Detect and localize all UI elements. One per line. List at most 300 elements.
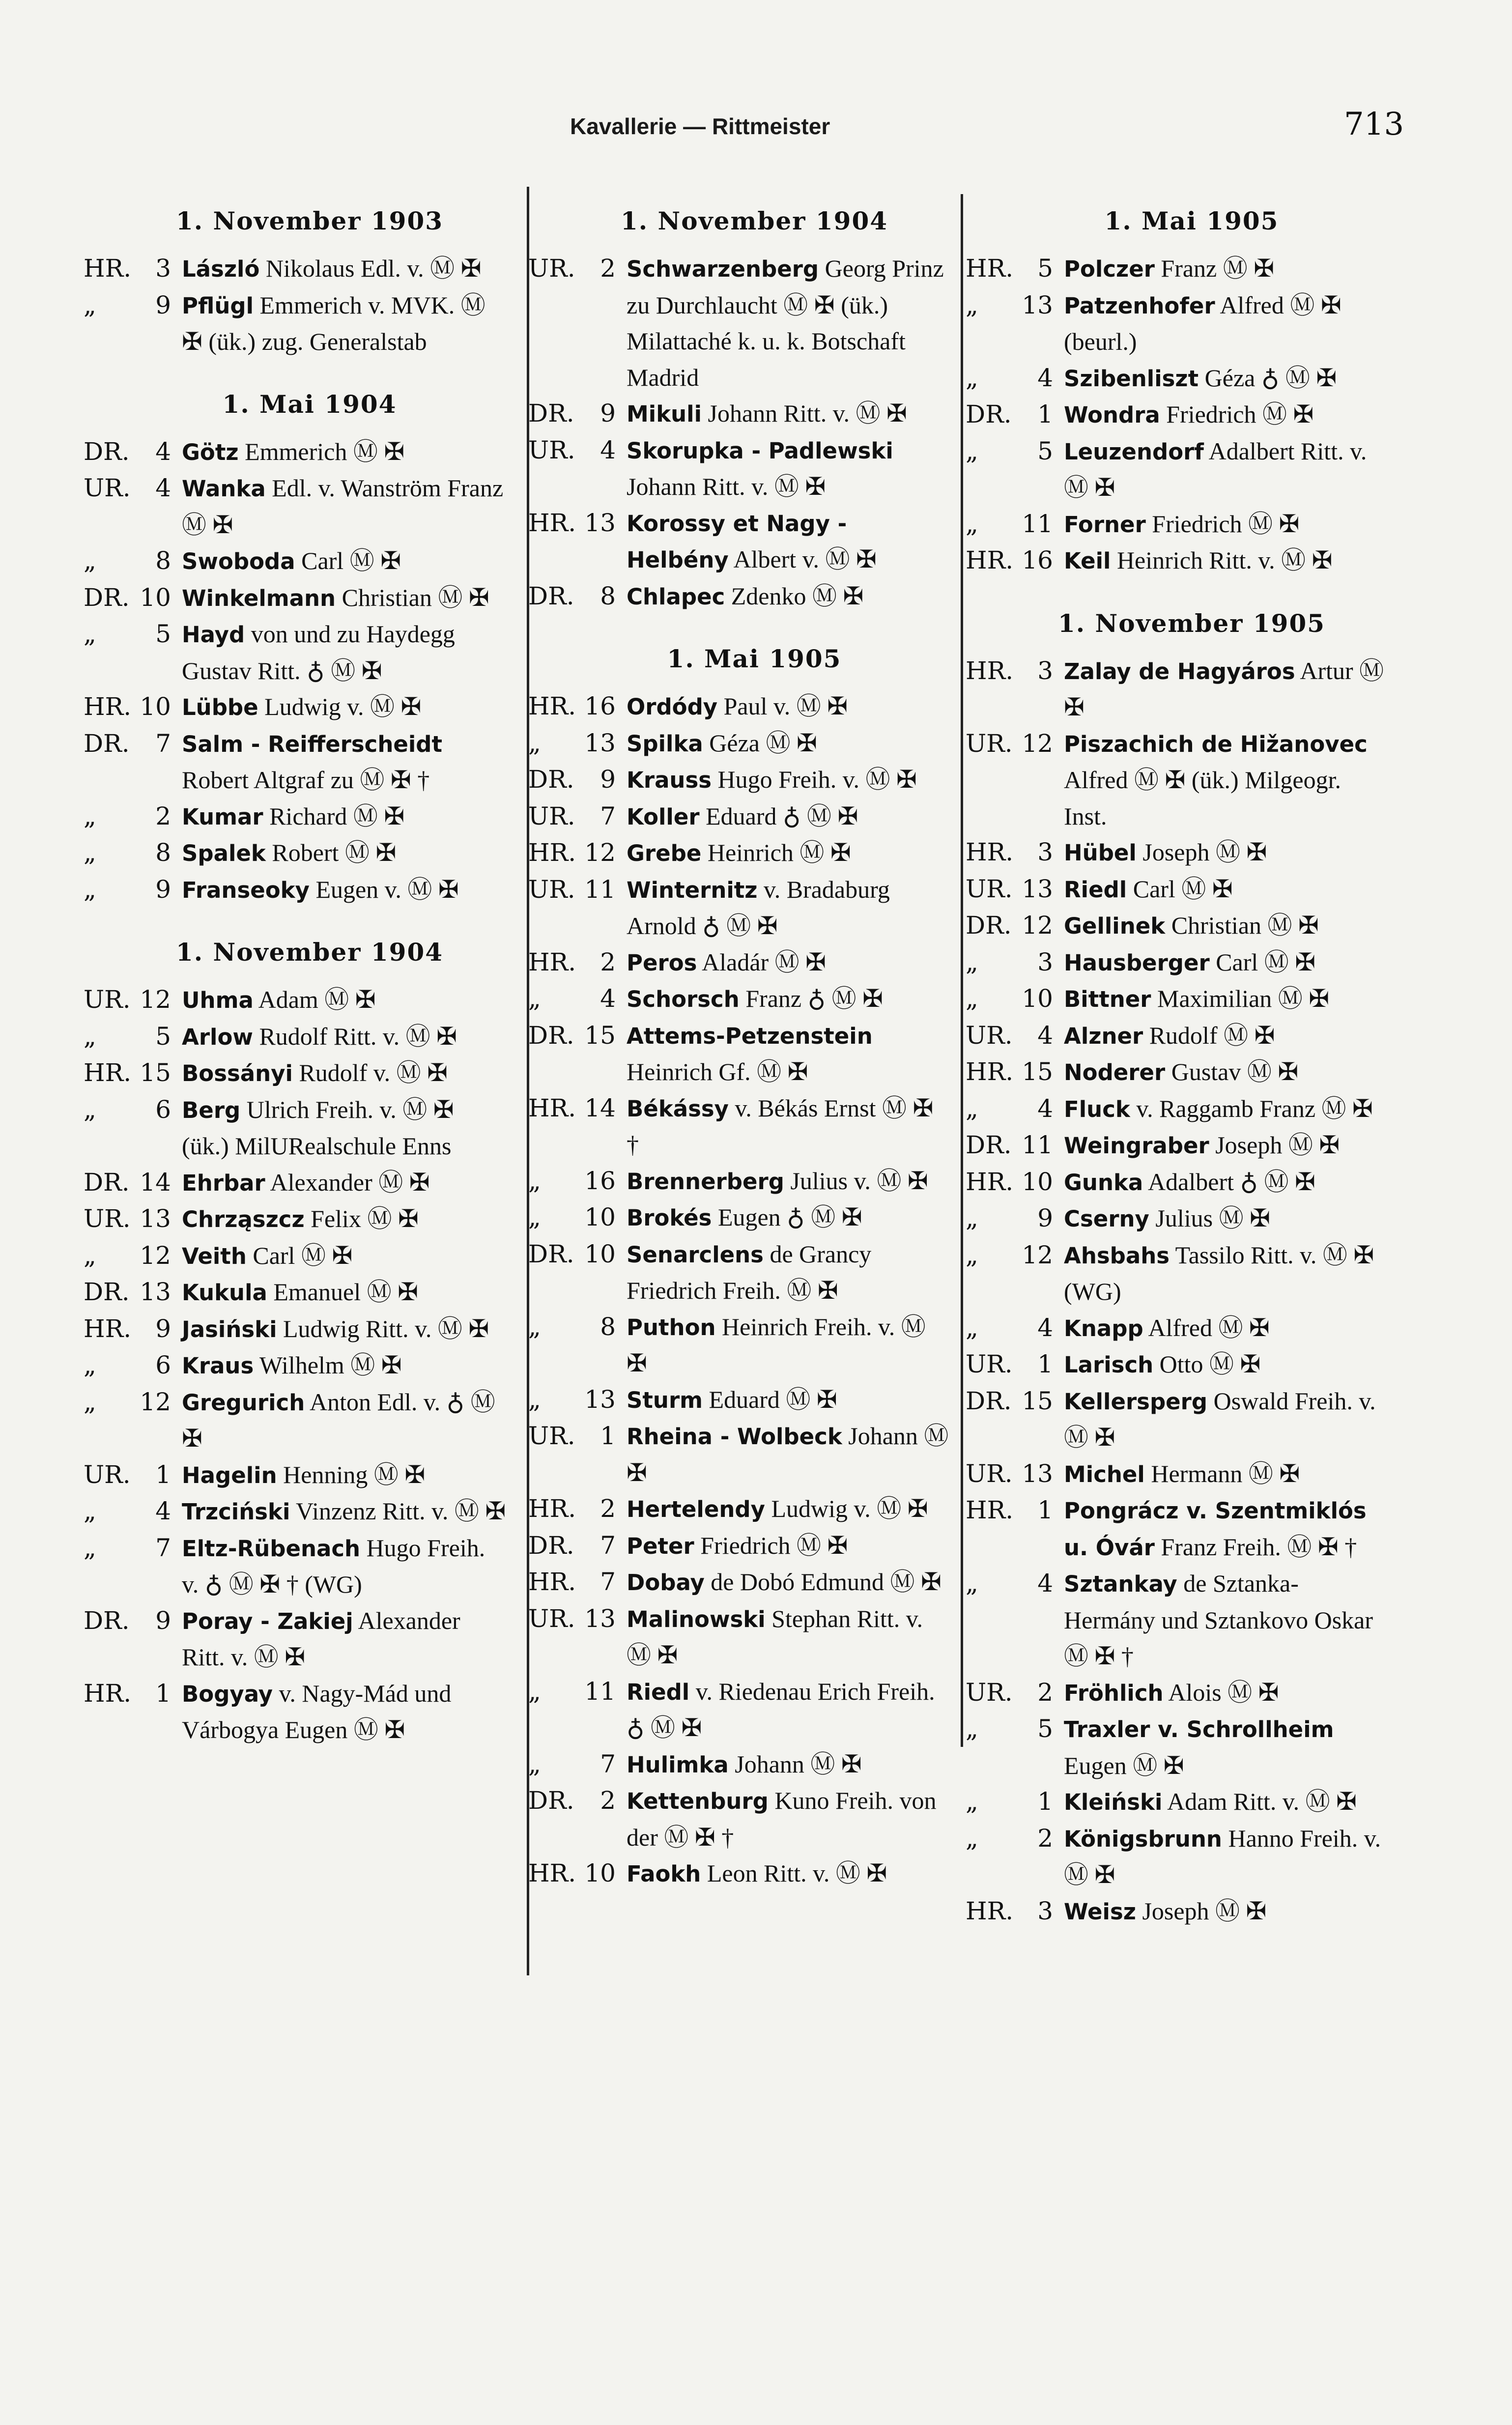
officer-entry: [84, 434, 516, 471]
officer-entry: [966, 287, 1398, 360]
regiment-type: UR.: [528, 1422, 575, 1450]
section-heading: 1. Mai 1904: [222, 389, 397, 419]
regiment-type: HR.: [84, 1314, 132, 1343]
surname: Berg: [182, 1097, 241, 1123]
regiment-number: 13: [1022, 874, 1053, 903]
officer-entry: [966, 360, 1398, 397]
officer-details: [1064, 1675, 1398, 1712]
officer-entry: [528, 1564, 961, 1601]
officer-details: [1064, 360, 1398, 397]
column-1: [84, 206, 516, 2265]
regiment-type: UR.: [528, 435, 575, 464]
regiment-number: 5: [1037, 1714, 1053, 1743]
officer-details: [627, 1601, 961, 1674]
officer-entry: [528, 1309, 961, 1382]
given-names-and-decorations: Ludwig v. Ⓜ ✠: [765, 1495, 928, 1522]
surname: Gunka: [1064, 1169, 1143, 1196]
section-heading: 1. Mai 1905: [1104, 206, 1279, 235]
regiment-type: HR.: [966, 254, 1014, 283]
officer-entry: [528, 1090, 961, 1163]
officer-details: [627, 1163, 961, 1200]
given-names-and-decorations: de Dobó Edmund Ⓜ ✠: [704, 1568, 941, 1596]
officer-details: [1064, 1127, 1398, 1164]
regiment-number: 9: [600, 765, 616, 794]
regiment-number: 4: [600, 435, 616, 464]
surname: Bogyay: [182, 1681, 273, 1707]
regiment-type: „: [84, 290, 96, 319]
regiment-type: „: [966, 509, 978, 538]
regiment-number: 12: [1022, 911, 1053, 940]
given-names-and-decorations: Eugen Ⓜ ✠: [1064, 1751, 1184, 1779]
regiment-number: 1: [1037, 1787, 1053, 1816]
officer-details: [1064, 1200, 1398, 1237]
regiment-number: 15: [1022, 1057, 1053, 1086]
rank-date-section: [84, 938, 516, 1748]
regiment-number: 16: [1022, 546, 1053, 574]
officer-details: [627, 1746, 961, 1783]
officer-entry: [966, 1018, 1398, 1055]
officer-entry: [84, 1201, 516, 1238]
surname: Hübel: [1064, 840, 1137, 866]
surname: Zalay de Hagyáros: [1064, 658, 1295, 685]
regiment-number: 11: [1022, 1131, 1053, 1159]
regiment-type: „: [528, 1385, 541, 1414]
regiment-type: UR.: [84, 474, 131, 502]
regiment-type: „: [966, 947, 978, 976]
surname: Mikuli: [627, 401, 702, 427]
given-names-and-decorations: Robert Altgraf zu Ⓜ ✠ †: [182, 766, 430, 794]
regiment-number: 4: [1037, 1094, 1053, 1123]
given-names-and-decorations: Maximilian Ⓜ ✠: [1151, 985, 1330, 1012]
regiment-type: DR.: [528, 765, 574, 794]
officer-details: [182, 982, 516, 1019]
officer-details: [1064, 251, 1398, 287]
given-names-and-decorations: Franz Freih. Ⓜ ✠ †: [1154, 1533, 1357, 1561]
officer-details: [627, 1528, 961, 1565]
surname: László: [182, 256, 260, 282]
given-names-and-decorations: Ulrich Freih. v. Ⓜ ✠ (ük.) MilURealschule Enns: [182, 1095, 454, 1160]
officer-details: [627, 1855, 961, 1892]
regiment-type: „: [966, 984, 978, 1013]
officer-details: [182, 1019, 516, 1056]
given-names-and-decorations: Tassilo Ritt. v. Ⓜ ✠ (WG): [1064, 1241, 1374, 1305]
officer-details: [1064, 1018, 1398, 1055]
given-names-and-decorations: Hugo Freih. v. ♁ Ⓜ ✠ † (WG): [182, 1534, 485, 1598]
given-names-and-decorations: Emmerich Ⓜ ✠: [238, 437, 405, 465]
officer-details: [1064, 1310, 1398, 1347]
officer-details: [1064, 1383, 1398, 1456]
officer-details: [627, 1199, 961, 1236]
regiment-type: „: [528, 1203, 541, 1231]
regiment-number: 2: [155, 801, 171, 830]
officer-details: [1064, 653, 1398, 726]
surname: Spilka: [627, 730, 703, 757]
regiment-number: 2: [600, 1786, 616, 1815]
regiment-type: „: [528, 728, 541, 757]
surname: Keil: [1064, 548, 1111, 574]
regiment-type: „: [84, 801, 96, 830]
surname: Békássy: [627, 1095, 729, 1122]
officer-details: [1064, 1492, 1398, 1566]
officer-entry: [84, 799, 516, 835]
officer-entry: [528, 1018, 961, 1090]
given-names-and-decorations: Paul v. Ⓜ ✠: [717, 692, 848, 720]
officer-details: [627, 1236, 961, 1309]
regiment-type: HR.: [966, 838, 1014, 866]
regiment-type: UR.: [966, 1350, 1013, 1378]
officer-entry: [528, 1674, 961, 1746]
given-names-and-decorations: Julius Ⓜ ✠: [1149, 1204, 1270, 1232]
regiment-number: 15: [140, 1058, 171, 1087]
officer-entry: [966, 506, 1398, 543]
given-names-and-decorations: Alexander Ⓜ ✠: [265, 1168, 430, 1196]
regiment-type: „: [84, 1387, 96, 1416]
surname: Polczer: [1064, 256, 1155, 282]
officer-details: [182, 1384, 516, 1457]
regiment-number: 4: [1037, 1021, 1053, 1050]
regiment-number: 16: [584, 692, 616, 720]
officer-entry: [966, 1127, 1398, 1164]
officer-entry: [528, 762, 961, 799]
regiment-type: „: [84, 1351, 96, 1379]
given-names-and-decorations: Friedrich Ⓜ ✠: [694, 1531, 848, 1559]
officer-details: [182, 251, 516, 287]
section-heading: 1. November 1905: [1057, 608, 1326, 638]
given-names-and-decorations: Eugen ♁ Ⓜ ✠: [712, 1203, 862, 1231]
surname: Cserny: [1064, 1206, 1149, 1232]
regiment-type: „: [528, 1312, 541, 1341]
regiment-type: „: [528, 984, 541, 1013]
regiment-type: DR.: [966, 400, 1012, 428]
officer-details: [627, 835, 961, 872]
surname: Jasiński: [182, 1316, 277, 1342]
officer-details: [627, 396, 961, 432]
regiment-number: 13: [140, 1278, 171, 1306]
given-names-and-decorations: Rudolf v. Ⓜ ✠: [292, 1059, 448, 1086]
regiment-number: 9: [155, 290, 171, 319]
regiment-number: 15: [1022, 1386, 1053, 1415]
given-names-and-decorations: Alois Ⓜ ✠: [1163, 1678, 1279, 1706]
officer-details: [627, 799, 961, 835]
surname: Ehrbar: [182, 1170, 265, 1196]
surname: Larisch: [1064, 1352, 1154, 1378]
officer-entry: [84, 1676, 516, 1748]
officer-entry: [84, 1092, 516, 1165]
regiment-type: HR.: [528, 947, 576, 976]
given-names-and-decorations: Henning Ⓜ ✠: [277, 1460, 426, 1488]
surname: Kettenburg: [627, 1788, 769, 1814]
surname: Dobay: [627, 1569, 705, 1596]
surname: Leuzendorf: [1064, 438, 1204, 465]
regiment-type: HR.: [966, 546, 1014, 574]
officer-details: [182, 1055, 516, 1092]
given-names-and-decorations: Christian Ⓜ ✠: [1165, 912, 1319, 939]
surname: Chlapec: [627, 583, 725, 610]
regiment-type: DR.: [84, 1168, 130, 1197]
given-names-and-decorations: Alexander Ritt. v. Ⓜ ✠: [182, 1606, 460, 1671]
regiment-type: HR.: [528, 1859, 576, 1887]
surname: Swoboda: [182, 548, 295, 574]
surname: Alzner: [1064, 1023, 1143, 1049]
surname: Götz: [182, 439, 239, 465]
surname: Ordódy: [627, 694, 718, 720]
officer-entry: [84, 835, 516, 872]
officer-entry: [528, 799, 961, 835]
officer-entry: [528, 1783, 961, 1855]
officer-entry: [966, 834, 1398, 871]
given-names-and-decorations: Franz Ⓜ ✠: [1154, 255, 1275, 282]
regiment-type: HR.: [528, 1494, 576, 1523]
given-names-and-decorations: v. Bradaburg Arnold ♁ Ⓜ ✠: [627, 875, 890, 940]
officer-details: [627, 725, 961, 762]
given-names-and-decorations: Hugo Freih. v. Ⓜ ✠: [712, 766, 917, 793]
officer-entry: [84, 543, 516, 580]
regiment-number: 1: [1037, 1350, 1053, 1378]
column-divider: [961, 194, 963, 1747]
regiment-number: 4: [1037, 1313, 1053, 1342]
regiment-number: 9: [1037, 1204, 1053, 1232]
regiment-number: 5: [1037, 254, 1053, 283]
regiment-number: 7: [155, 729, 171, 758]
officer-entry: [966, 1492, 1398, 1566]
officer-entry: [528, 578, 961, 615]
officer-entry: [966, 1675, 1398, 1712]
surname: Kleiński: [1064, 1789, 1163, 1815]
regiment-number: 15: [584, 1021, 616, 1050]
rank-date-section: [84, 206, 516, 360]
given-names-and-decorations: von und zu Haydegg Gustav Ritt. ♁ Ⓜ ✠: [182, 620, 455, 685]
regiment-type: DR.: [528, 399, 574, 428]
regiment-number: 8: [155, 838, 171, 867]
officer-details: [1064, 542, 1398, 579]
surname: Malinowski: [627, 1606, 766, 1632]
officer-details: [182, 1238, 516, 1275]
surname: Grebe: [627, 840, 702, 866]
page-number: 713: [1344, 106, 1404, 143]
given-names-and-decorations: Wilhelm Ⓜ ✠: [254, 1351, 402, 1379]
regiment-number: 13: [584, 1604, 616, 1633]
officer-details: [627, 251, 961, 396]
given-names-and-decorations: Carl Ⓜ ✠: [1209, 948, 1316, 976]
officer-details: [182, 1347, 516, 1384]
surname: Weisz: [1064, 1898, 1136, 1925]
surname: Kumar: [182, 803, 263, 830]
given-names-and-decorations: Oswald Freih. v. Ⓜ ✠: [1064, 1387, 1376, 1451]
officer-details: [182, 1603, 516, 1676]
regiment-number: 2: [600, 947, 616, 976]
regiment-type: „: [84, 1241, 96, 1270]
regiment-number: 12: [584, 838, 616, 867]
given-names-and-decorations: Eduard Ⓜ ✠: [703, 1385, 837, 1413]
officer-details: [1064, 1054, 1398, 1091]
regiment-number: 13: [584, 728, 616, 757]
officer-entry: [528, 1491, 961, 1528]
officer-details: [1064, 1164, 1398, 1201]
officer-details: [1064, 1456, 1398, 1493]
given-names-and-decorations: Eugen v. Ⓜ ✠: [309, 875, 459, 903]
officer-entry: [84, 1347, 516, 1384]
regiment-type: „: [84, 620, 96, 648]
officer-details: [182, 616, 516, 689]
regiment-type: UR.: [966, 729, 1013, 758]
officer-entry: [528, 725, 961, 762]
rank-date-section: [528, 206, 961, 615]
regiment-number: 12: [140, 1241, 171, 1270]
officer-details: [182, 726, 516, 799]
regiment-number: 5: [155, 620, 171, 648]
officer-details: [182, 1274, 516, 1311]
officer-entry: [528, 1746, 961, 1783]
officer-details: [1064, 726, 1398, 835]
regiment-number: 13: [1022, 1459, 1053, 1488]
given-names-and-decorations: Johann Ritt. v. Ⓜ ✠: [627, 473, 826, 500]
regiment-number: 9: [600, 399, 616, 428]
regiment-number: 12: [1022, 1240, 1053, 1269]
officer-entry: [966, 981, 1398, 1018]
surname: Schorsch: [627, 986, 740, 1012]
surname: Fröhlich: [1064, 1680, 1164, 1706]
surname: Pflügl: [182, 292, 254, 319]
regiment-number: 4: [600, 984, 616, 1013]
officer-entry: [84, 1530, 516, 1603]
given-names-and-decorations: Géza Ⓜ ✠: [703, 729, 817, 757]
officer-details: [1064, 944, 1398, 981]
regiment-type: DR.: [84, 1606, 130, 1635]
officer-details: [627, 1309, 961, 1382]
regiment-type: DR.: [84, 583, 130, 612]
officer-entry: [528, 1163, 961, 1200]
regiment-number: 9: [155, 875, 171, 904]
regiment-type: DR.: [966, 911, 1012, 940]
officer-entry: [966, 397, 1398, 433]
given-names-and-decorations: Otto Ⓜ ✠: [1153, 1350, 1261, 1378]
officer-entry: [966, 653, 1398, 726]
regiment-type: „: [966, 1313, 978, 1342]
officer-details: [182, 1201, 516, 1238]
given-names-and-decorations: Aladár Ⓜ ✠: [697, 948, 827, 976]
officer-entry: [528, 1236, 961, 1309]
regiment-type: „: [966, 1240, 978, 1269]
regiment-type: HR.: [966, 1496, 1014, 1524]
surname: Hausberger: [1064, 949, 1210, 976]
officer-details: [627, 1491, 961, 1528]
regiment-number: 4: [155, 1497, 171, 1525]
regiment-number: 1: [155, 1679, 171, 1708]
officer-entry: [84, 251, 516, 287]
officer-entry: [966, 1456, 1398, 1493]
regiment-number: 7: [600, 1568, 616, 1596]
page-header: [0, 106, 1512, 152]
regiment-type: UR.: [84, 985, 131, 1014]
given-names-and-decorations: Emmerich v. MVK. Ⓜ ✠ (ük.) zug. Generalstab: [182, 291, 485, 355]
regiment-number: 3: [1037, 1896, 1053, 1925]
surname: Trzciński: [182, 1499, 290, 1525]
regiment-number: 4: [1037, 363, 1053, 392]
given-names-and-decorations: Franz ♁ Ⓜ ✠: [739, 985, 884, 1012]
surname: Gellinek: [1064, 913, 1166, 939]
given-names-and-decorations: Adam Ⓜ ✠: [253, 986, 376, 1013]
regiment-number: 2: [1037, 1678, 1053, 1707]
officer-details: [182, 1165, 516, 1201]
officer-details: [182, 872, 516, 909]
rank-date-section: [966, 609, 1398, 1930]
section-heading: 1. November 1904: [175, 938, 444, 967]
regiment-number: 2: [600, 1494, 616, 1523]
officer-details: [1064, 908, 1398, 944]
officer-entry: [528, 1199, 961, 1236]
surname: Puthon: [627, 1314, 716, 1341]
column-2: [528, 206, 961, 2265]
regiment-number: 1: [600, 1422, 616, 1450]
given-names-and-decorations: Adalbert ♁ Ⓜ ✠: [1143, 1168, 1315, 1196]
regiment-type: HR.: [528, 838, 576, 867]
surname: Sturm: [627, 1387, 703, 1413]
regiment-type: UR.: [966, 1459, 1013, 1488]
officer-entry: [528, 1601, 961, 1674]
officer-entry: [966, 1164, 1398, 1201]
officer-entry: [966, 1310, 1398, 1347]
section-heading: 1. November 1903: [175, 206, 444, 235]
given-names-and-decorations: Carl Ⓜ ✠: [246, 1241, 353, 1269]
surname: Riedl: [1064, 876, 1127, 903]
surname: Schwarzenberg: [627, 256, 819, 282]
regiment-type: „: [966, 1569, 978, 1598]
surname: Knapp: [1064, 1315, 1143, 1341]
surname: Noderer: [1064, 1059, 1166, 1085]
officer-details: [182, 799, 516, 835]
given-names-and-decorations: Hanno Freih. v. Ⓜ ✠: [1064, 1824, 1381, 1888]
given-names-and-decorations: Adalbert Ritt. v. Ⓜ ✠: [1064, 437, 1367, 501]
regiment-type: HR.: [966, 656, 1014, 685]
regiment-number: 13: [140, 1204, 171, 1233]
regiment-type: HR.: [84, 254, 132, 283]
regiment-number: 10: [584, 1859, 616, 1887]
officer-entry: [528, 432, 961, 505]
given-names-and-decorations: Eduard ♁ Ⓜ ✠: [699, 802, 858, 830]
officer-details: [1064, 433, 1398, 506]
officer-entry: [84, 1238, 516, 1275]
officer-details: [182, 434, 516, 471]
surname: Riedl: [627, 1679, 690, 1705]
officer-entry: [966, 944, 1398, 981]
surname: Hertelendy: [627, 1496, 765, 1522]
officer-entry: [966, 726, 1398, 835]
officer-entry: [84, 1384, 516, 1457]
officer-entry: [84, 726, 516, 799]
officer-entry: [84, 470, 516, 543]
regiment-number: 2: [600, 254, 616, 283]
regiment-type: UR.: [84, 1204, 131, 1233]
officer-entry: [528, 505, 961, 578]
given-names-and-decorations: Robert Ⓜ ✠: [265, 839, 397, 866]
regiment-number: 9: [155, 1314, 171, 1343]
officer-details: [182, 1092, 516, 1165]
officer-details: [1064, 981, 1398, 1018]
surname: Hayd: [182, 622, 245, 648]
surname: Salm - Reifferscheidt: [182, 731, 443, 757]
officer-details: [627, 505, 961, 578]
given-names-and-decorations: Julius v. Ⓜ ✠: [784, 1167, 928, 1195]
regiment-type: „: [966, 1714, 978, 1743]
officer-entry: [528, 835, 961, 872]
officer-entry: [966, 1054, 1398, 1091]
given-names-and-decorations: Adam Ritt. v. Ⓜ ✠: [1162, 1788, 1357, 1815]
surname: Traxler v. Schrollheim: [1064, 1716, 1334, 1742]
given-names-and-decorations: Johann Ritt. v. Ⓜ ✠: [702, 399, 907, 427]
regiment-type: UR.: [528, 801, 575, 830]
given-names-and-decorations: Kuno Freih. von der Ⓜ ✠ †: [627, 1787, 937, 1851]
surname: Skorupka - Padlewski: [627, 437, 893, 464]
